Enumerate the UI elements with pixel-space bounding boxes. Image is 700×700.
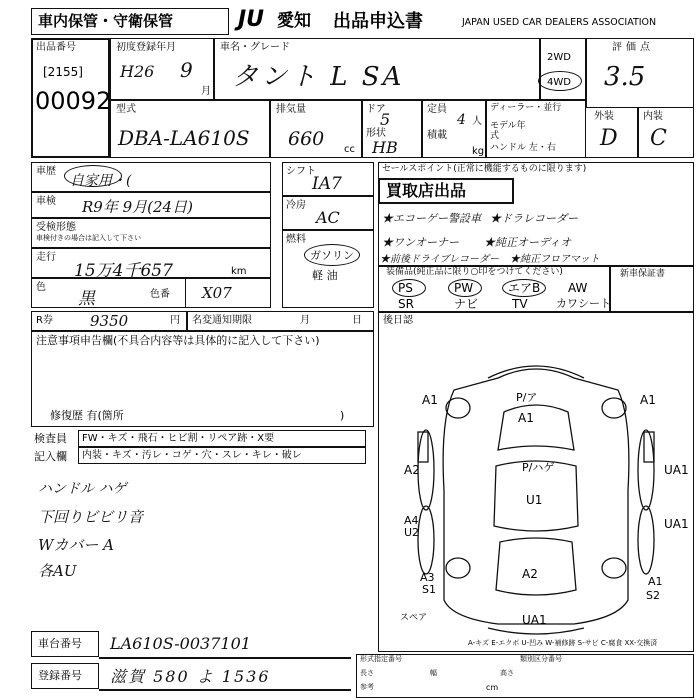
diag-u2: U2 <box>404 526 420 539</box>
drive-4wd-circle <box>538 71 582 91</box>
notes-label: 注意事項申告欄(不具合内容等は具体的に記入して下さい) <box>36 334 320 347</box>
kaitori-label: 買取店出品 <box>386 181 467 200</box>
equip-ps-circle <box>392 279 426 297</box>
diag-a1-hood: A1 <box>518 411 534 425</box>
color-num-label: 色番 <box>150 289 170 300</box>
selling-point-1: ★エコーゲー警設車 <box>382 212 481 225</box>
diag-phage: P/ハゲ <box>522 461 555 474</box>
history-label: 車歴 <box>36 166 56 177</box>
spec-unit: cm <box>486 683 499 692</box>
plate-line <box>99 689 351 691</box>
history-value: 自家用・( <box>70 173 132 189</box>
meigi-label: 名変通知期限 <box>192 315 252 326</box>
seats-unit: 人 <box>472 116 482 127</box>
katashiki-label: 型式 <box>116 104 136 115</box>
model-name-label: 車名・グレード <box>220 42 290 53</box>
inspector-row1-text: FW・キズ・飛石・ヒビ割・リペア跡・X要 <box>82 433 275 444</box>
equip-pw-circle <box>448 279 482 297</box>
katashiki-value: DBA-LA610S <box>118 126 250 150</box>
spec-b: 類別区分番号 <box>520 655 562 663</box>
seats-label: 定員 <box>427 104 447 115</box>
diag-s2: S2 <box>646 589 660 602</box>
fuel-diesel: 軽 油 <box>312 269 338 282</box>
int-label: 内装 <box>643 111 663 122</box>
load-label: 積載 <box>427 130 447 141</box>
equip-airbag-circle <box>502 279 546 297</box>
aircon-value: AC <box>316 208 340 227</box>
repair-close: ) <box>340 409 345 422</box>
document-title: 出品申込書 <box>333 11 423 32</box>
equip-tv: TV <box>512 297 528 311</box>
diag-a4: A4 <box>404 514 419 527</box>
shift-value: IA7 <box>312 174 342 194</box>
diag-a1-tr: A1 <box>640 393 656 407</box>
drive-4wd: 4WD <box>547 77 571 88</box>
shift-label: シフト <box>286 166 316 177</box>
inspector-label2: 記入欄 <box>34 450 67 463</box>
diag-ua1-r2: UA1 <box>664 517 689 531</box>
selling-label: セールスポイント(正常に機能するものに限ります) <box>382 164 587 174</box>
ext-int-divider <box>637 108 639 158</box>
shaken-value: R9年 9月(24日) <box>82 198 193 216</box>
drive-2wd: 2WD <box>547 52 571 63</box>
meigi-day: 日 <box>352 315 362 326</box>
spec-c: 長さ <box>360 669 374 677</box>
history-circle <box>64 165 122 187</box>
equip-airbag: エアB <box>508 281 541 295</box>
spec-f: 参考 <box>360 683 374 691</box>
color-num-value: X07 <box>202 284 232 302</box>
spec-e: 高さ <box>500 669 514 677</box>
recycle-value: 9350 <box>90 312 129 330</box>
diag-a2-left: A2 <box>404 463 420 477</box>
diag-u1: U1 <box>526 493 543 507</box>
jyushou-label: 受検形態 <box>36 222 76 233</box>
equip-aw: AW <box>568 281 588 295</box>
lot-number: 00092 <box>35 87 112 115</box>
equip-navi: ナビ <box>454 297 479 311</box>
diag-a2-trunk: A2 <box>522 567 538 581</box>
ju-logo: JU <box>238 7 265 32</box>
equip-label: 装備品(純正品に限り○印をつけてください) <box>386 267 563 277</box>
shaken-label: 車検 <box>36 196 56 207</box>
brand-aichi: 愛知 <box>277 11 311 31</box>
recycle-label: R券 <box>36 315 53 326</box>
handle-label: ハンドル 左・右 <box>490 143 556 153</box>
inspector-row2-text: 内装・キズ・汚レ・コゲ・穴・スレ・キレ・破レ <box>82 450 302 461</box>
score-label: 評価点 <box>612 42 654 53</box>
chassis-value: LA610S-0037101 <box>110 634 251 653</box>
lot-small: [2155] <box>43 65 83 79</box>
back-label: 後日認 <box>383 315 413 326</box>
dealer-label: ディーラー・並行 <box>490 103 562 113</box>
reg-label: 初度登録年月 <box>116 42 176 53</box>
selling-point-2: ★ドラレコーダー <box>490 212 578 225</box>
mileage-value: 15万4千657 <box>74 261 173 281</box>
diag-a1-tl: A1 <box>422 393 438 407</box>
door-value: 5 <box>380 110 391 129</box>
plate-value: 滋賀 580 よ 1536 <box>110 667 271 686</box>
color-value: 黒 <box>78 289 95 309</box>
model-year-label: モデル年式 <box>490 121 526 141</box>
ext-value: D <box>600 126 618 151</box>
model-name-value: タント L SA <box>232 62 405 92</box>
remark-4: 各AU <box>38 562 77 580</box>
lot-label: 出品番号 <box>36 42 76 53</box>
mileage-unit: km <box>231 266 247 277</box>
int-value: C <box>650 126 667 151</box>
selling-point-4: ★純正オーディオ <box>484 236 572 249</box>
shape-value: HB <box>372 138 398 157</box>
new-warranty-label: 新車保証書 <box>620 269 666 279</box>
ext-label: 外装 <box>594 111 614 122</box>
selling-point-5: ★前後ドライブレコーダー <box>380 254 499 265</box>
reg-era: H26 <box>120 62 155 81</box>
haiki-value: 660 <box>288 128 325 150</box>
equip-leather: カワシート <box>556 297 611 310</box>
shape-label: 形状 <box>366 128 386 139</box>
diag-a1-br: A1 <box>648 575 663 588</box>
plate-label: 登録番号 <box>38 669 82 682</box>
aircon-label: 冷房 <box>286 200 306 211</box>
repair-label: 修復歴 有(箇所 <box>50 409 124 422</box>
remark-1: ハンドル ハゲ <box>38 481 127 497</box>
chassis-line <box>99 657 351 659</box>
fuel-gas: ガソリン <box>310 249 354 262</box>
diag-spare: スペア <box>400 613 428 623</box>
diag-legend: A-キズ E-エクボ U-凹み W-補修跡 S-サビ C-腐食 XX-交換済 <box>468 639 658 647</box>
diag-s1: S1 <box>422 583 436 596</box>
remark-2: 下回りビビリ音 <box>38 508 144 526</box>
fuel-label: 燃料 <box>286 234 306 245</box>
jyushou-note: 車検付きの場合は記入して下さい <box>36 234 141 242</box>
spec-d: 幅 <box>430 669 437 677</box>
reg-month: 9 <box>180 58 193 82</box>
diag-ua1-right: UA1 <box>664 463 689 477</box>
spec-a: 形式指定番号 <box>360 655 402 663</box>
inspector-label: 検査員 <box>34 432 67 445</box>
score-value: 3.5 <box>604 62 646 92</box>
load-unit: kg <box>472 146 485 157</box>
diag-pa: P/ア <box>516 391 538 404</box>
recycle-unit: 円 <box>170 315 180 326</box>
diag-a3: A3 <box>420 571 435 584</box>
seats-value: 4 <box>457 112 466 128</box>
selling-point-6: ★純正フロアマット <box>510 254 600 265</box>
mileage-label: 走行 <box>36 252 56 263</box>
door-label: ドア <box>366 104 386 115</box>
color-label: 色 <box>36 282 46 293</box>
remark-3: Wカバー A <box>38 536 115 554</box>
haiki-label: 排気量 <box>276 104 306 115</box>
diag-ua1-rear: UA1 <box>522 613 547 627</box>
equip-ps: PS <box>398 281 413 295</box>
fuel-gas-circle <box>304 244 360 266</box>
meigi-month: 月 <box>300 315 310 326</box>
reg-month-unit: 月 <box>201 86 211 97</box>
association-name: JAPAN USED CAR DEALERS ASSOCIATION <box>462 17 657 28</box>
storage-title: 車内保管・守衛保管 <box>38 12 174 30</box>
selling-point-3: ★ワンオーナー <box>382 236 459 249</box>
equip-sr: SR <box>398 297 414 311</box>
chassis-label: 車台番号 <box>38 637 82 650</box>
haiki-unit: cc <box>344 144 355 155</box>
equip-pw: PW <box>454 281 474 295</box>
